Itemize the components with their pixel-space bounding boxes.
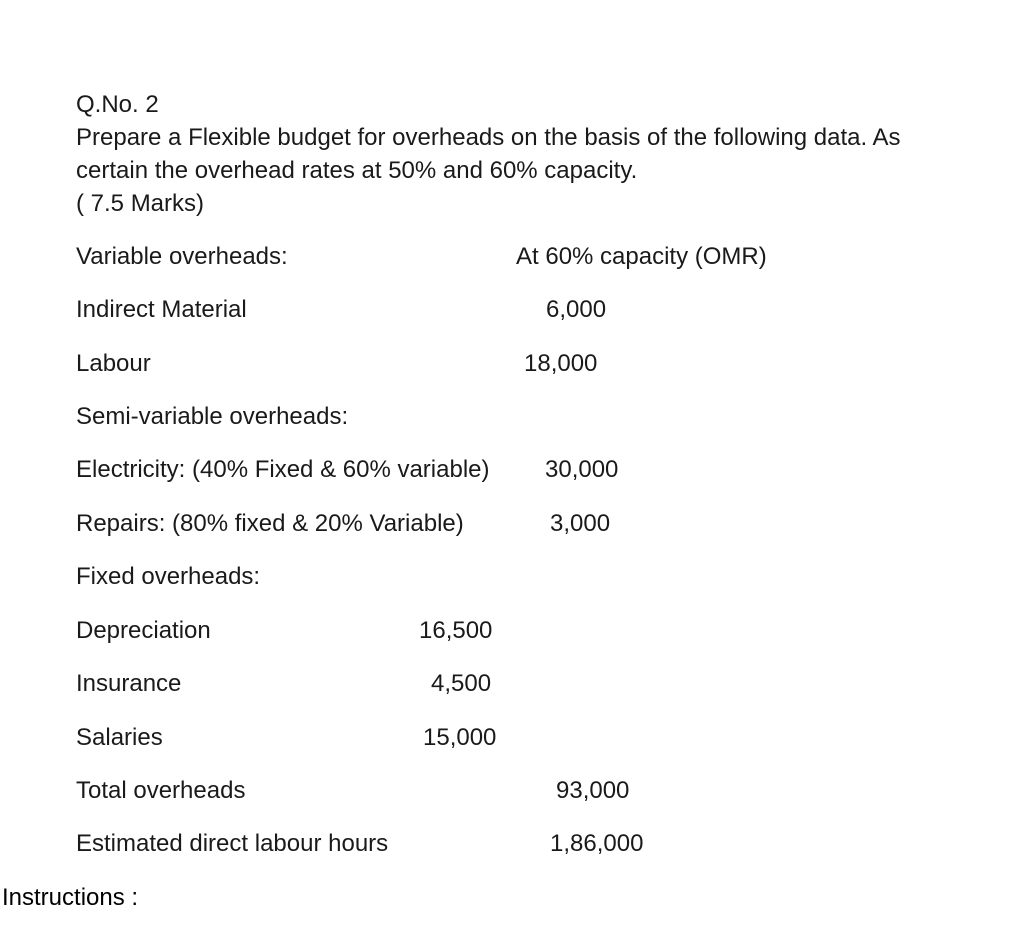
row-label-indirect-material: Indirect Material xyxy=(76,296,247,323)
row-label-repairs: Repairs: (80% fixed & 20% Variable) xyxy=(76,510,464,537)
row-value-salaries: 15,000 xyxy=(423,724,497,751)
variable-overheads-heading: Variable overheads: xyxy=(76,243,288,270)
row-value-labour: 18,000 xyxy=(524,350,598,377)
row-label-depreciation: Depreciation xyxy=(76,617,211,644)
question-text-line-1: Prepare a Flexible budget for overheads on the basis of the following data. As xyxy=(76,124,901,151)
question-number: Q.No. 2 xyxy=(76,91,159,118)
instructions-label: Instructions : xyxy=(2,884,139,911)
fixed-overheads-heading: Fixed overheads: xyxy=(76,563,261,590)
semi-variable-overheads-heading: Semi-variable overheads: xyxy=(76,403,349,430)
row-value-indirect-material: 6,000 xyxy=(546,296,607,323)
row-value-repairs: 3,000 xyxy=(550,510,611,537)
row-label-labour-hours: Estimated direct labour hours xyxy=(76,830,389,857)
row-label-labour: Labour xyxy=(76,350,151,377)
row-label-total-overheads: Total overheads xyxy=(76,777,246,804)
row-label-electricity: Electricity: (40% Fixed & 60% variable) xyxy=(76,456,490,483)
row-value-depreciation: 16,500 xyxy=(419,617,493,644)
row-value-insurance: 4,500 xyxy=(431,670,492,697)
row-label-salaries: Salaries xyxy=(76,724,163,751)
row-label-insurance: Insurance xyxy=(76,670,182,697)
row-value-total-overheads: 93,000 xyxy=(556,777,630,804)
row-value-labour-hours: 1,86,000 xyxy=(550,830,644,857)
capacity-column-heading: At 60% capacity (OMR) xyxy=(516,243,767,270)
question-marks: ( 7.5 Marks) xyxy=(76,190,205,217)
question-text-line-2: certain the overhead rates at 50% and 60% capacity. xyxy=(76,157,638,184)
row-value-electricity: 30,000 xyxy=(545,456,619,483)
